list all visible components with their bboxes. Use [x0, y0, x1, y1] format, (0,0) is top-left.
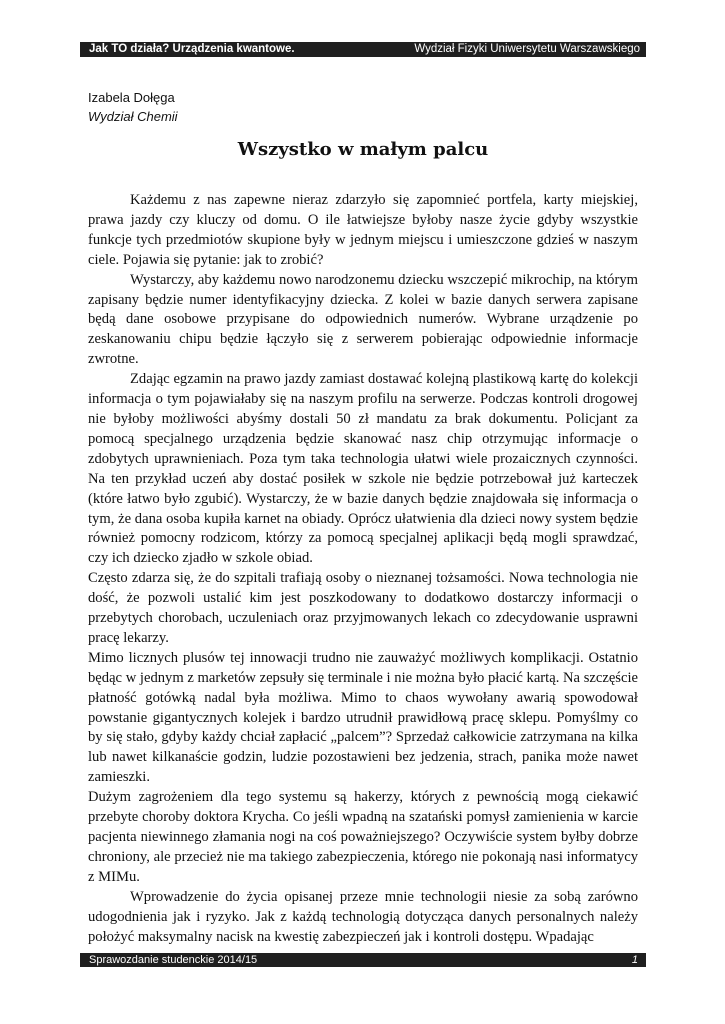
page-footer: [80, 953, 646, 967]
paragraph: Zdając egzamin na prawo jazdy zamiast dostawać kolejną plastikową kartę do kolekcji informacja o tym pojawiałaby się na naszym profilu na serwerze. Podczas kontroli drogowej nie byłoby możliwości abyśmy dostali 50 zł mandatu za brak dokumentu. Policjant za pomocą specjalnego urządzenia będzie skanować nasz chip otrzymując informacje o zdobytych uprawnieniach. Poza tym taka technologia ułatwi wiele prozaicznych czynności. Na ten przykład uczeń aby dostać posiłek w szkole nie będzie potrzebował już karteczek (które łatwo było zgubić). Wystarczy, że w bazie danych będzie znajdowała się informacja o tym, że dana osoba kupiła karnet na obiady. Oprócz ułatwienia dla dzieci nowy system będzie również pomocny rodzicom, którzy za pomocą specjalnej aplikacji będą mogli sprawdzać, czy ich dziecko zjadło w szkole obiad.: [88, 371, 638, 567]
paragraph: Często zdarza się, że do szpitali trafiają osoby o nieznanej tożsamości. Nowa technologia nie dość, że pozwoli ustalić kim jest poszkodowany to dodatkowo dostarczy informacji o przebytych chorobach, uczuleniach oraz przyjmowanych lekach co zdecydowanie usprawni pracę lekarzy.: [88, 570, 638, 646]
paragraph: Każdemu z nas zapewne nieraz zdarzyło się zapomnieć portfela, karty miejskiej, prawa jazdy czy kluczy od domu. O ile łatwiejsze byłoby nasze życie gdyby wszystkie funkcje tych przedmiotów skupione były w jednym miejscu i umieszczone gdzieś w naszym ciele. Pojawia się pytanie: jak to zrobić?: [88, 192, 638, 268]
page-header: [80, 42, 646, 57]
author-department: Wydział Chemii: [88, 109, 178, 124]
header-institution: Wydział Fizyki Uniwersytetu Warszawskiego: [414, 43, 640, 55]
header-title: Jak TO działa? Urządzenia kwantowe.: [89, 43, 295, 55]
paragraph: Dużym zagrożeniem dla tego systemu są hakerzy, których z pewnością mogą ciekawić przebyte choroby doktora Krycha. Co jeśli wpadną na szatański pomysł zamienienia w karcie pacjenta niewinnego złamania nogi na coś poważniejszego? Oczywiście system byłby dobrze chroniony, ale przecież nie ma takiego zabezpieczenia, którego nie pokonają nasi informatycy z MIMu.: [88, 789, 638, 885]
document-title: Wszystko w małym palcu: [237, 139, 489, 160]
paragraph: Wprowadzenie do życia opisanej przeze mnie technologii niesie za sobą zarówno udogodnienia jak i ryzyko. Jak z każdą technologią dotycząca danych personalnych należy położyć maksymalny nacisk na kwestię zabezpieczeń jak i kontroli dostępu. Wpadając: [88, 888, 638, 945]
page-number: 1: [631, 954, 638, 966]
author-name: Izabela Dołęga: [88, 90, 175, 105]
document-body: [88, 191, 638, 947]
paragraph: Mimo licznych plusów tej innowacji trudno nie zauważyć możliwych komplikacji. Ostatnio będąc w jednym z marketów zepsuły się terminale i nie można było płacić kartą. Na szczęście płatność gotówką nadal była możliwa. Mimo to chaos wywołany awarią spowodował powstanie gigantycznych kolejek i bardzo utrudnił prawidłową pracę sklepu. Pomyślmy co by się stało, gdyby każdy chciał zapłacić „palcem”? Sprzedaż całkowicie zatrzymana na kilka lub nawet kilkanaście godzin, ludzie pozostawieni bez jedzenia, strach, panika może nawet zamieszki.: [88, 649, 638, 786]
paragraph: Wystarczy, aby każdemu nowo narodzonemu dziecku wszczepić mikrochip, na którym zapisany będzie numer identyfikacyjny dziecka. Z kolei w bazie danych serwera zapisane będą dane osobowe przypisane do odpowiednich numerów. Wybrane urządzenie po zeskanowaniu chipu będzie łączyło się z serwerem pobierając odpowiednie informacje zwrotne.: [88, 271, 638, 368]
footer-report-label: Sprawozdanie studenckie 2014/15: [89, 954, 258, 966]
author-block: [88, 88, 178, 126]
